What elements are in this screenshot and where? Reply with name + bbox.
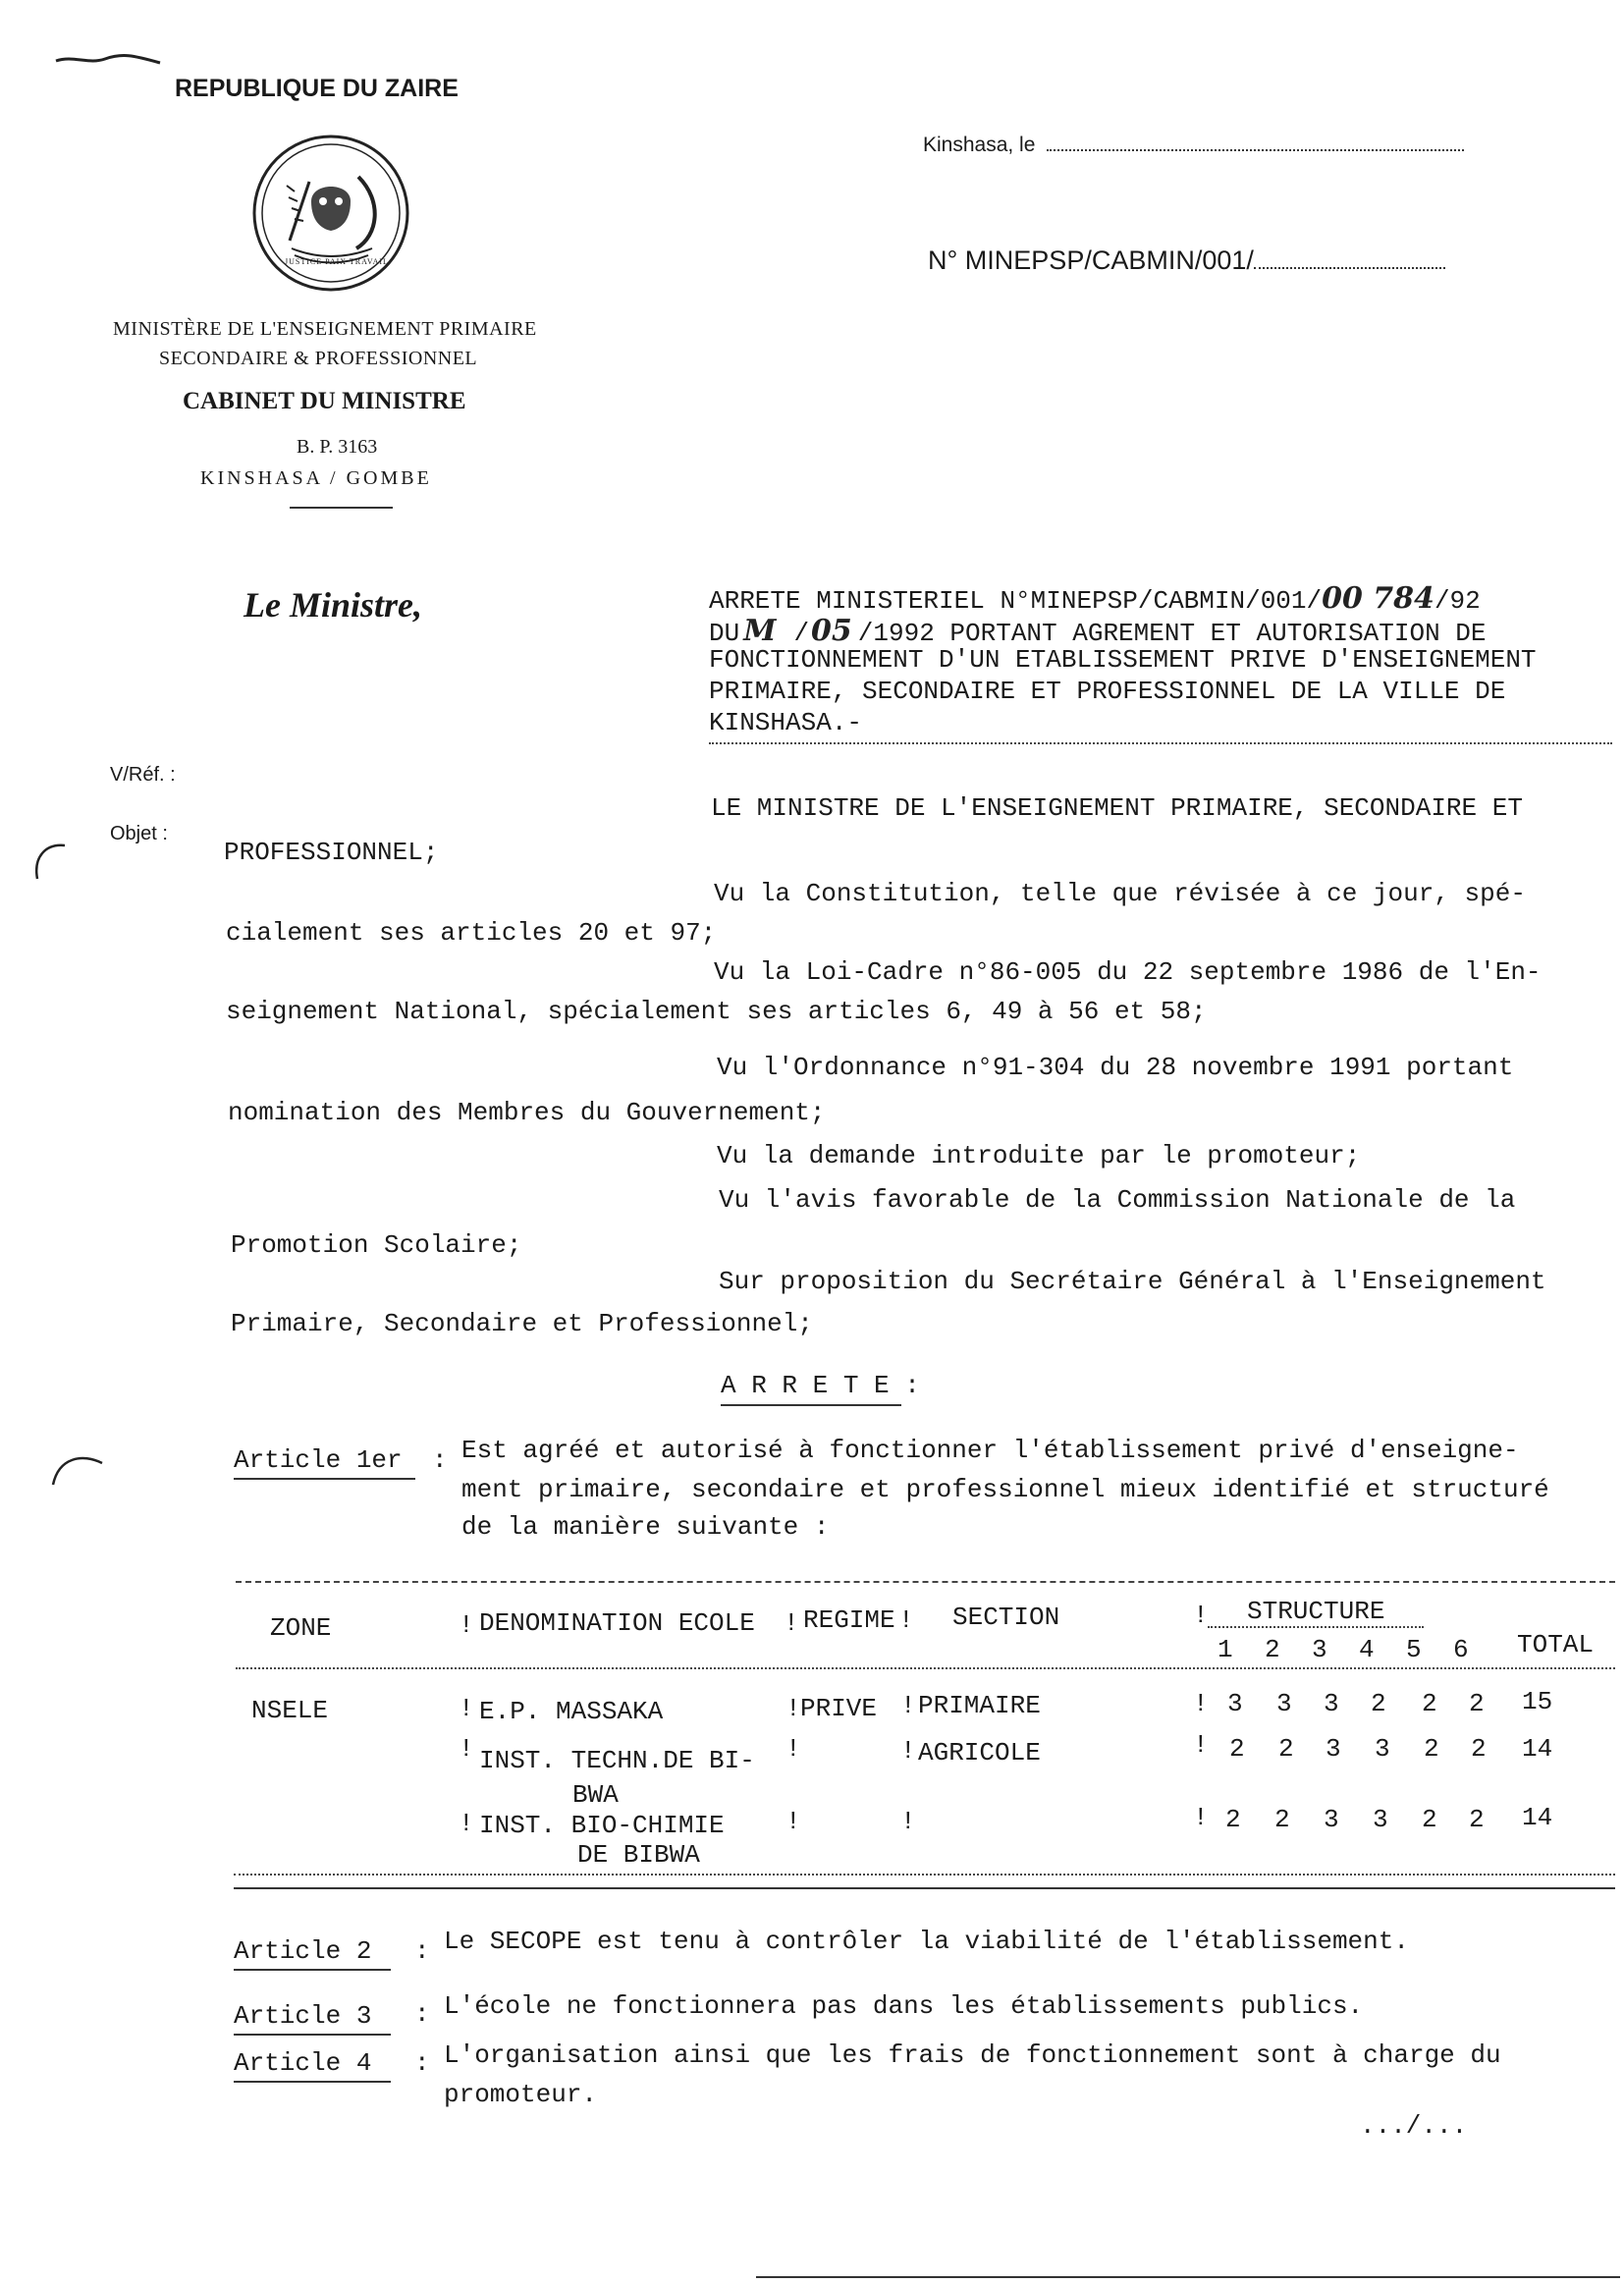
header-sep-3: ! <box>898 1605 914 1635</box>
row-1-class-2: 3 <box>1276 1689 1292 1718</box>
cabinet-heading: CABINET DU MINISTRE <box>183 388 466 414</box>
row-1-sep-4: ! <box>1193 1689 1209 1718</box>
article-4-label: Article 4 <box>234 2048 372 2078</box>
article-4-underline <box>234 2081 391 2083</box>
handwritten-day: M <box>743 614 777 648</box>
decree-title-line-1: ARRETE MINISTERIEL N°MINEPSP/CABMIN/001/00 784/92 <box>709 581 1481 616</box>
place-date-label: Kinshasa, le <box>923 134 1036 156</box>
article-2-colon: : <box>414 1936 430 1966</box>
row-1-sep-2: ! <box>785 1694 801 1723</box>
row-3-class-2: 2 <box>1274 1805 1290 1834</box>
article-3-colon: : <box>414 1999 430 2029</box>
article-2-label: Article 2 <box>234 1936 372 1966</box>
header-sep-2: ! <box>784 1608 799 1638</box>
row-3-class-5: 2 <box>1422 1805 1437 1834</box>
row-1-denomination: E.P. MASSAKA <box>479 1697 664 1726</box>
header-denomination: DENOMINATION ECOLE <box>479 1608 755 1638</box>
row-3-class-4: 3 <box>1373 1805 1388 1834</box>
header-year-4: 4 <box>1359 1635 1375 1664</box>
row-2-class-1: 2 <box>1229 1734 1245 1764</box>
row-1-sep-3: ! <box>900 1691 916 1720</box>
row-2-class-3: 3 <box>1326 1734 1341 1764</box>
decree-title-line-3: FONCTIONNEMENT D'UN ETABLISSEMENT PRIVE D'ENSEIGNEMENT <box>709 645 1537 675</box>
header-structure: STRUCTURE <box>1208 1597 1424 1626</box>
table-bottom-rule <box>234 1887 1615 1889</box>
vu-demande: Vu la demande introduite par le promoteur; <box>717 1141 1361 1170</box>
row-1-regime: PRIVE <box>800 1694 878 1723</box>
row-3-sep-4: ! <box>1193 1803 1209 1832</box>
vref-label: V/Réf. : <box>110 764 176 786</box>
row-2-denomination-l1: INST. TECHN.DE BI- <box>479 1746 755 1775</box>
row-3-sep-2: ! <box>785 1807 801 1836</box>
objet-label: Objet : <box>110 823 168 844</box>
country-heading: REPUBLIQUE DU ZAIRE <box>175 75 459 102</box>
row-2-class-2: 2 <box>1278 1734 1294 1764</box>
vu-ordonnance-l1: Vu l'Ordonnance n°91-304 du 28 novembre 1991 portant <box>717 1053 1514 1082</box>
article-2-underline <box>234 1969 391 1971</box>
row-3-sep-3: ! <box>900 1807 916 1836</box>
article-4-text-l2: promoteur. <box>444 2080 598 2109</box>
row-2-class-4: 3 <box>1375 1734 1390 1764</box>
arrete-heading: A R R E T E : <box>721 1371 920 1400</box>
row-1-section: PRIMAIRE <box>918 1691 1041 1720</box>
date-blank <box>1047 149 1464 151</box>
reference-number-blank <box>1254 267 1445 269</box>
header-sep-1: ! <box>459 1610 474 1640</box>
row-3-class-6: 2 <box>1469 1805 1485 1834</box>
header-year-3: 3 <box>1312 1635 1327 1664</box>
row-2-sep-4: ! <box>1193 1730 1209 1760</box>
article-1-underline <box>234 1478 415 1480</box>
row-3-total: 14 <box>1522 1803 1553 1832</box>
decree-title-underline <box>709 742 1612 744</box>
article-4-colon: : <box>414 2048 430 2078</box>
ministry-line-1: MINISTÈRE DE L'ENSEIGNEMENT PRIMAIRE <box>113 318 537 340</box>
row-2-section: AGRICOLE <box>918 1738 1041 1767</box>
header-total: TOTAL <box>1517 1630 1595 1659</box>
sur-proposition-l2: Primaire, Secondaire et Professionnel; <box>231 1309 813 1338</box>
article-4-text-l1: L'organisation ainsi que les frais de fonctionnement sont à charge du <box>444 2040 1501 2070</box>
row-3-class-1: 2 <box>1225 1805 1241 1834</box>
vu-ordonnance-l2: nomination des Membres du Gouvernement; <box>228 1098 826 1127</box>
decree-title-line-5: KINSHASA.- <box>709 708 863 737</box>
vu-avis-l1: Vu l'avis favorable de la Commission Nationale de la <box>719 1185 1516 1215</box>
national-seal-icon <box>250 133 412 295</box>
row-2-class-6: 2 <box>1471 1734 1487 1764</box>
article-3-underline <box>234 2034 391 2036</box>
minister-line-1: LE MINISTRE DE L'ENSEIGNEMENT PRIMAIRE, SECONDAIRE ET <box>711 793 1523 823</box>
row-1-total: 15 <box>1522 1687 1553 1716</box>
continuation-mark: .../... <box>1360 2111 1468 2141</box>
row-2-total: 14 <box>1522 1734 1553 1764</box>
article-3-label: Article 3 <box>234 2001 372 2031</box>
row-2-sep-2: ! <box>785 1734 801 1764</box>
ministry-line-2: SECONDAIRE & PROFESSIONNEL <box>159 348 478 369</box>
hole-punch-mark-1 <box>29 840 69 889</box>
reference-number-field <box>928 245 1445 276</box>
row-2-sep-3: ! <box>900 1736 916 1766</box>
sur-proposition-l1: Sur proposition du Secrétaire Général à l'Enseignement <box>719 1267 1546 1296</box>
vu-constitution-l1: Vu la Constitution, telle que révisée à ce jour, spé- <box>714 879 1526 908</box>
corner-scribble <box>54 51 162 67</box>
article-1-colon: : <box>432 1445 448 1475</box>
handwritten-decree-number: 00 784 <box>1322 581 1435 616</box>
signatory-title: Le Ministre, <box>244 585 423 625</box>
row-1-class-1: 3 <box>1227 1689 1243 1718</box>
row-2-sep: ! <box>459 1734 474 1764</box>
table-bottom-rule-2 <box>234 1874 1615 1876</box>
row-3-denomination-l1: INST. BIO-CHIMIE <box>479 1811 725 1840</box>
article-2-text: Le SECOPE est tenu à contrôler la viabilité de l'établissement. <box>444 1927 1409 1956</box>
letterhead-divider <box>290 507 393 509</box>
row-2-denomination-l2: BWA <box>572 1780 619 1810</box>
header-year-5: 5 <box>1406 1635 1422 1664</box>
article-3-text: L'école ne fonctionnera pas dans les établissements publics. <box>444 1991 1364 2021</box>
article-1-line-3: de la manière suivante : <box>461 1512 830 1542</box>
city-line: KINSHASA / GOMBE <box>200 467 432 489</box>
decree-title-line-4: PRIMAIRE, SECONDAIRE ET PROFESSIONNEL DE LA VILLE DE <box>709 677 1506 706</box>
row-3-denomination-l2: DE BIBWA <box>577 1840 700 1870</box>
vu-constitution-l2: cialement ses articles 20 et 97; <box>226 918 717 948</box>
vu-loi-cadre-l1: Vu la Loi-Cadre n°86-005 du 22 septembre 1986 de l'En- <box>714 957 1542 987</box>
hole-punch-mark-2 <box>47 1453 106 1493</box>
minister-line-2: PROFESSIONNEL; <box>224 838 439 867</box>
article-1-line-2: ment primaire, secondaire et professionnel mieux identifié et structuré <box>461 1475 1549 1504</box>
row-1-class-4: 2 <box>1371 1689 1386 1718</box>
arrete-underline <box>721 1404 901 1406</box>
article-1-label: Article 1er <box>234 1445 403 1475</box>
header-year-1: 1 <box>1218 1635 1233 1664</box>
header-year-6: 6 <box>1453 1635 1469 1664</box>
postal-box: B. P. 3163 <box>297 436 378 458</box>
row-1-class-5: 2 <box>1422 1689 1437 1718</box>
reference-number-label: N° MINEPSP/CABMIN/001/ <box>928 245 1254 275</box>
row-3-class-3: 3 <box>1324 1805 1339 1834</box>
header-regime: REGIME <box>803 1605 895 1635</box>
page-bottom-rule <box>756 2276 1620 2278</box>
header-year-2: 2 <box>1265 1635 1280 1664</box>
header-bottom-rule <box>236 1667 1615 1669</box>
row-1-class-3: 3 <box>1324 1689 1339 1718</box>
decree-title-line-2: DU M /05 /1992 PORTANT AGREMENT ET AUTORISATION DE <box>709 614 1487 648</box>
header-section: SECTION <box>952 1603 1060 1632</box>
place-date-field <box>923 134 1464 157</box>
header-zone: ZONE <box>270 1613 332 1643</box>
table-top-rule <box>236 1581 1615 1583</box>
vu-loi-cadre-l2: seignement National, spécialement ses articles 6, 49 à 56 et 58; <box>226 997 1207 1026</box>
article-1-line-1: Est agréé et autorisé à fonctionner l'établissement privé d'enseigne- <box>461 1436 1519 1465</box>
header-sep-4: ! <box>1193 1601 1209 1630</box>
seal-motto: JUSTICE PAIX TRAVAIL <box>285 257 389 266</box>
row-1-sep: ! <box>459 1694 474 1723</box>
vu-avis-l2: Promotion Scolaire; <box>231 1230 522 1260</box>
row-2-class-5: 2 <box>1424 1734 1439 1764</box>
zone-cell: NSELE <box>251 1696 329 1725</box>
row-3-sep: ! <box>459 1809 474 1838</box>
row-1-class-6: 2 <box>1469 1689 1485 1718</box>
handwritten-month: 05 <box>811 614 852 648</box>
